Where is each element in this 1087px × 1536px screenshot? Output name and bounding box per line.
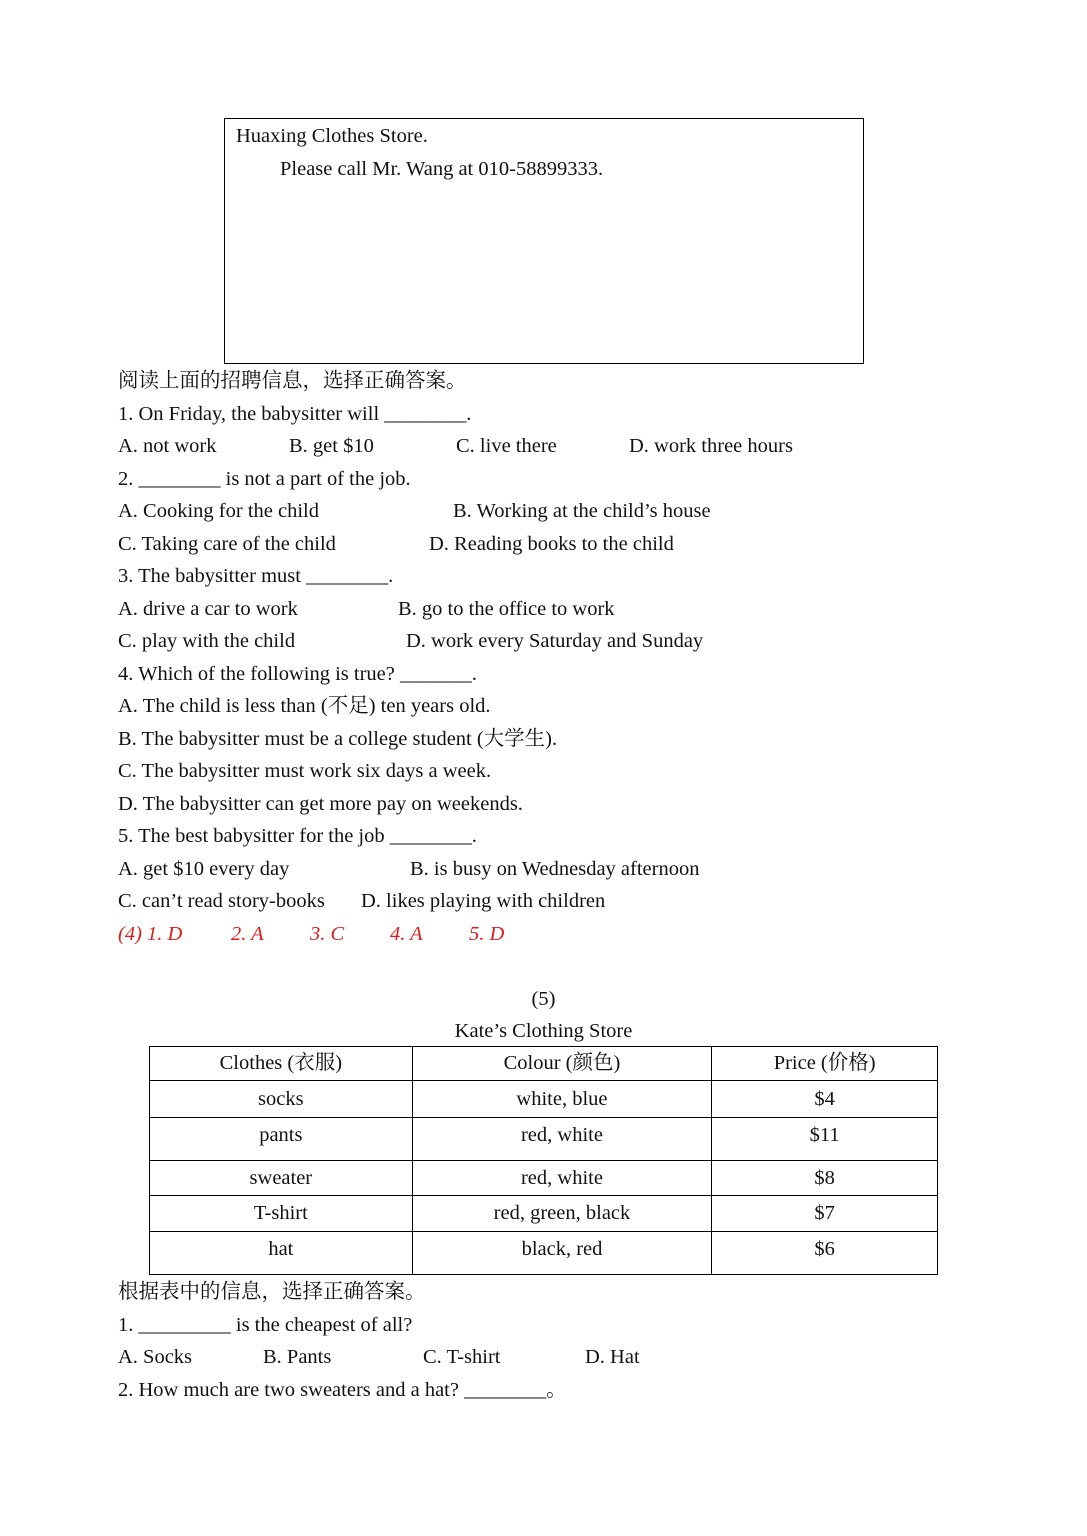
s5-q1-option-a: A. Socks — [118, 1346, 193, 1368]
cell-colour: white, blue — [412, 1081, 712, 1118]
cell-colour: red, green, black — [412, 1196, 712, 1232]
table-header-row — [150, 1047, 938, 1081]
q5-option-a: A. get $10 every day — [118, 858, 290, 880]
q3-option-b: B. go to the office to work — [398, 598, 615, 620]
section4-instruction: 阅读上面的招聘信息，选择正确答案。 — [118, 370, 467, 392]
answer-1: (4) 1. D — [118, 923, 183, 945]
q4-option-a: A. The child is less than (不足) ten years old. — [118, 695, 491, 717]
cell-colour: red, white — [412, 1161, 712, 1196]
price-table — [149, 1046, 938, 1275]
table-row — [150, 1232, 938, 1275]
q1-stem: 1. On Friday, the babysitter will ________. — [118, 403, 472, 425]
cell-clothes: T-shirt — [150, 1196, 413, 1232]
q3-stem: 3. The babysitter must ________. — [118, 565, 394, 587]
section5-instruction: 根据表中的信息，选择正确答案。 — [118, 1281, 426, 1303]
q1-option-a: A. not work — [118, 435, 217, 457]
q5-option-d: D. likes playing with children — [361, 890, 606, 912]
answer-2: 2. A — [231, 923, 264, 945]
cell-price: $11 — [712, 1118, 938, 1161]
s5-q1-option-d: D. Hat — [585, 1346, 640, 1368]
q5-option-b: B. is busy on Wednesday afternoon — [410, 858, 700, 880]
answer-3: 3. C — [310, 923, 345, 945]
cell-clothes: socks — [150, 1081, 413, 1118]
header-colour: Colour (颜色) — [412, 1047, 712, 1081]
s5-q2-stem: 2. How much are two sweaters and a hat? ________。 — [118, 1379, 567, 1401]
q3-option-d: D. work every Saturday and Sunday — [406, 630, 704, 652]
q1-option-b: B. get $10 — [289, 435, 374, 457]
cell-price: $8 — [712, 1161, 938, 1196]
header-price: Price (价格) — [712, 1047, 938, 1081]
cell-clothes: sweater — [150, 1161, 413, 1196]
cell-price: $6 — [712, 1232, 938, 1275]
cell-colour: red, white — [412, 1118, 712, 1161]
q1-option-d: D. work three hours — [629, 435, 793, 457]
cell-clothes: pants — [150, 1118, 413, 1161]
job-notice-box — [224, 118, 864, 364]
q2-option-c: C. Taking care of the child — [118, 533, 336, 555]
q2-stem: 2. ________ is not a part of the job. — [118, 468, 411, 490]
table-row — [150, 1081, 938, 1118]
cell-clothes: hat — [150, 1232, 413, 1275]
cell-price: $7 — [712, 1196, 938, 1232]
q4-stem: 4. Which of the following is true? _______. — [118, 663, 477, 685]
section5-title: Kate’s Clothing Store — [454, 1020, 633, 1042]
answer-4: 4. A — [390, 923, 423, 945]
q5-option-c: C. can’t read story-books — [118, 890, 325, 912]
s5-q1-stem: 1. _________ is the cheapest of all? — [118, 1314, 413, 1336]
s5-q1-option-b: B. Pants — [263, 1346, 332, 1368]
q2-option-d: D. Reading books to the child — [429, 533, 674, 555]
q5-stem: 5. The best babysitter for the job ________. — [118, 825, 477, 847]
answer-5: 5. D — [469, 923, 505, 945]
q4-option-d: D. The babysitter can get more pay on weekends. — [118, 793, 523, 815]
table-row — [150, 1118, 938, 1161]
q2-option-b: B. Working at the child’s house — [453, 500, 711, 522]
q1-option-c: C. live there — [456, 435, 557, 457]
q3-option-a: A. drive a car to work — [118, 598, 298, 620]
q4-option-b: B. The babysitter must be a college student (大学生). — [118, 728, 558, 750]
table-row — [150, 1196, 938, 1232]
table-row — [150, 1161, 938, 1196]
q3-option-c: C. play with the child — [118, 630, 296, 652]
cell-colour: black, red — [412, 1232, 712, 1275]
s5-q1-option-c: C. T-shirt — [423, 1346, 501, 1368]
cell-price: $4 — [712, 1081, 938, 1118]
notice-store-name: Huaxing Clothes Store. — [236, 125, 428, 147]
header-clothes: Clothes (衣服) — [150, 1047, 413, 1081]
section5-number: (5) — [531, 988, 556, 1010]
q2-option-a: A. Cooking for the child — [118, 500, 319, 522]
notice-contact: Please call Mr. Wang at 010-58899333. — [280, 158, 604, 180]
q4-option-c: C. The babysitter must work six days a week. — [118, 760, 492, 782]
